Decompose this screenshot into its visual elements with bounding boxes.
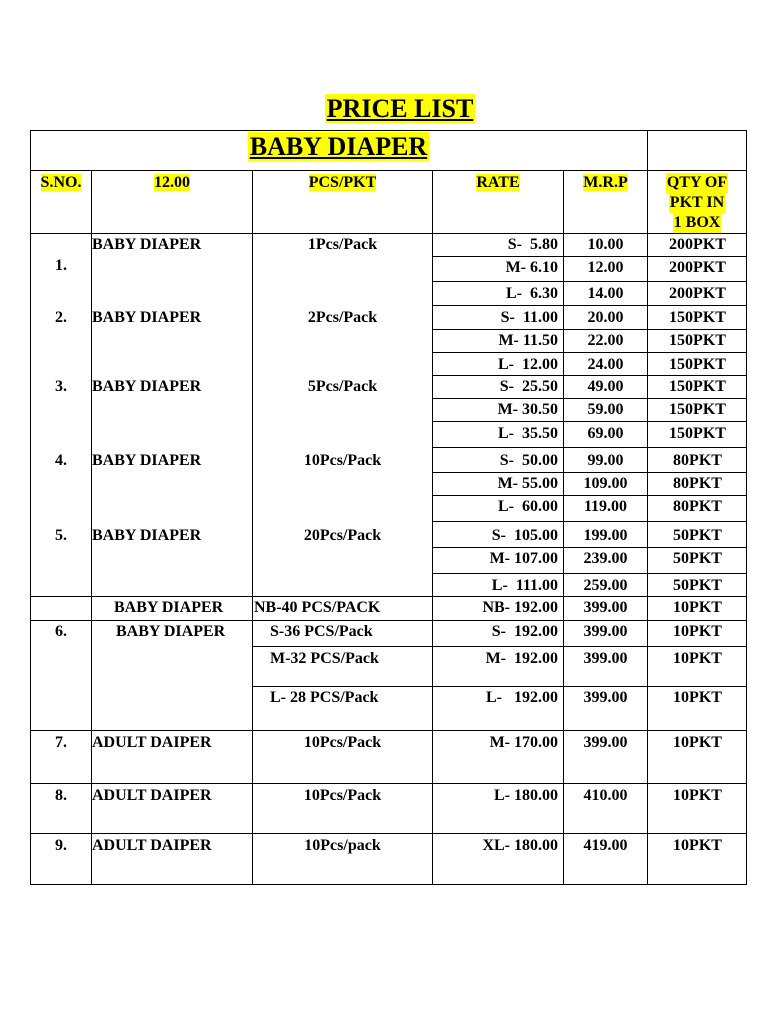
serial-number: 9. xyxy=(55,837,67,854)
pack-size: 10Pcs/Pack xyxy=(303,734,382,751)
header-rate: RATE xyxy=(476,174,520,191)
item-name: BABY DIAPER xyxy=(114,599,224,616)
qty-value: 10PKT xyxy=(673,623,722,640)
qty-value: 50PKT xyxy=(673,550,722,567)
qty-value: 10PKT xyxy=(673,837,722,854)
rate-value: L- 192.00 xyxy=(486,689,558,706)
item-name: BABY DIAPER xyxy=(116,623,226,640)
qty-value: 200PKT xyxy=(669,236,726,253)
qty-value: 80PKT xyxy=(673,475,722,492)
item-name: BABY DIAPER xyxy=(92,527,202,544)
pack-size: 10Pcs/Pack xyxy=(303,452,382,469)
rate-value: L- 12.00 xyxy=(498,356,558,373)
rate-value: S- 50.00 xyxy=(499,452,558,469)
table-grid-line xyxy=(30,620,747,621)
rate-value: S- 5.80 xyxy=(507,236,558,253)
table-grid-line xyxy=(432,305,747,306)
item-name: ADULT DAIPER xyxy=(92,734,212,751)
table-grid-line xyxy=(432,329,747,330)
qty-value: 10PKT xyxy=(673,599,722,616)
mrp-value: 399.00 xyxy=(583,650,628,667)
qty-value: 80PKT xyxy=(673,452,722,469)
mrp-value: 22.00 xyxy=(587,332,624,349)
table-grid-line xyxy=(432,447,747,448)
table-title: BABY DIAPER xyxy=(249,132,428,161)
qty-value: 50PKT xyxy=(673,577,722,594)
rate-value: XL- 180.00 xyxy=(482,837,558,854)
rate-value: L- 60.00 xyxy=(498,498,558,515)
mrp-value: 49.00 xyxy=(587,378,624,395)
qty-value: 10PKT xyxy=(673,787,722,804)
table-grid-line xyxy=(432,281,747,282)
table-grid-line xyxy=(30,783,747,784)
rate-value: M- 55.00 xyxy=(497,475,558,492)
qty-value: 150PKT xyxy=(669,378,726,395)
mrp-value: 12.00 xyxy=(587,259,624,276)
qty-value: 150PKT xyxy=(669,356,726,373)
table-grid-line xyxy=(432,256,747,257)
table-grid-line xyxy=(252,686,747,687)
mrp-value: 109.00 xyxy=(583,475,628,492)
table-grid-line xyxy=(432,547,747,548)
qty-value: 50PKT xyxy=(673,527,722,544)
qty-value: 80PKT xyxy=(673,498,722,515)
header-qty: QTY OF PKT IN 1 BOX xyxy=(666,174,728,231)
pack-size: L- 28 PCS/Pack xyxy=(270,689,379,706)
table-grid-line xyxy=(30,730,747,731)
table-grid-line xyxy=(432,398,747,399)
qty-value: 150PKT xyxy=(669,425,726,442)
pack-size: S-36 PCS/Pack xyxy=(270,623,373,640)
rate-value: L- 180.00 xyxy=(494,787,558,804)
serial-number: 4. xyxy=(55,452,67,469)
item-name: ADULT DAIPER xyxy=(92,787,212,804)
qty-value: 10PKT xyxy=(673,689,722,706)
rate-value: M- 170.00 xyxy=(489,734,558,751)
page-title: PRICE LIST xyxy=(326,94,474,123)
rate-value: L- 6.30 xyxy=(506,285,558,302)
rate-value: S- 192.00 xyxy=(491,623,558,640)
qty-value: 10PKT xyxy=(673,650,722,667)
header-item: 12.00 xyxy=(154,174,190,191)
pack-size: 5Pcs/Pack xyxy=(307,378,378,395)
header-sno: S.NO. xyxy=(40,174,82,191)
mrp-value: 399.00 xyxy=(583,599,628,616)
mrp-value: 69.00 xyxy=(587,425,624,442)
table-grid-line xyxy=(432,521,747,522)
rate-value: M- 107.00 xyxy=(489,550,558,567)
mrp-value: 410.00 xyxy=(583,787,628,804)
mrp-value: 259.00 xyxy=(583,577,628,594)
table-grid-line xyxy=(30,130,747,131)
table-grid-line xyxy=(432,375,747,376)
pack-size: 10Pcs/pack xyxy=(304,837,381,854)
mrp-value: 24.00 xyxy=(587,356,624,373)
table-grid-line xyxy=(252,646,747,647)
mrp-value: 199.00 xyxy=(583,527,628,544)
table-grid-line xyxy=(432,421,747,422)
rate-value: M- 30.50 xyxy=(497,401,558,418)
rate-value: S- 105.00 xyxy=(491,527,558,544)
qty-value: 200PKT xyxy=(669,259,726,276)
item-name: BABY DIAPER xyxy=(92,452,202,469)
serial-number: 5. xyxy=(55,527,67,544)
rate-value: S- 11.00 xyxy=(500,309,558,326)
qty-value: 150PKT xyxy=(669,309,726,326)
qty-value: 150PKT xyxy=(669,401,726,418)
serial-number: 2. xyxy=(55,309,67,326)
table-grid-line xyxy=(30,170,747,171)
rate-value: L- 35.50 xyxy=(498,425,558,442)
table-grid-line xyxy=(30,233,747,234)
table-grid-line xyxy=(647,130,648,884)
mrp-value: 419.00 xyxy=(583,837,628,854)
table-grid-line xyxy=(563,170,564,884)
table-grid-line xyxy=(432,352,747,353)
rate-value: M- 6.10 xyxy=(505,259,558,276)
table-grid-line xyxy=(252,170,253,884)
serial-number: 6. xyxy=(55,623,67,640)
mrp-value: 239.00 xyxy=(583,550,628,567)
qty-value: 200PKT xyxy=(669,285,726,302)
mrp-value: 10.00 xyxy=(587,236,624,253)
table-grid-line xyxy=(432,495,747,496)
item-name: BABY DIAPER xyxy=(92,236,202,253)
mrp-value: 59.00 xyxy=(587,401,624,418)
table-grid-line xyxy=(432,170,433,884)
pack-size: 2Pcs/Pack xyxy=(307,309,378,326)
item-name: ADULT DAIPER xyxy=(92,837,212,854)
rate-value: S- 25.50 xyxy=(499,378,558,395)
table-grid-line xyxy=(30,833,747,834)
mrp-value: 119.00 xyxy=(583,498,628,515)
rate-value: L- 111.00 xyxy=(491,577,558,594)
pack-size: 10Pcs/Pack xyxy=(303,787,382,804)
serial-number: 1. xyxy=(55,257,67,274)
pack-size: 20Pcs/Pack xyxy=(303,527,382,544)
table-grid-line xyxy=(30,130,31,884)
header-mrp: M.R.P xyxy=(583,174,628,191)
item-name: BABY DIAPER xyxy=(92,309,202,326)
table-grid-line xyxy=(30,884,747,885)
rate-value: M- 192.00 xyxy=(485,650,558,667)
rate-value: M- 11.50 xyxy=(498,332,558,349)
mrp-value: 399.00 xyxy=(583,734,628,751)
serial-number: 7. xyxy=(55,734,67,751)
mrp-value: 399.00 xyxy=(583,689,628,706)
qty-value: 10PKT xyxy=(673,734,722,751)
serial-number: 8. xyxy=(55,787,67,804)
table-grid-line xyxy=(432,472,747,473)
pack-size: M-32 PCS/Pack xyxy=(270,650,379,667)
header-pcs: PCS/PKT xyxy=(308,174,377,191)
table-grid-line xyxy=(30,596,747,597)
serial-number: 3. xyxy=(55,378,67,395)
table-grid-line xyxy=(746,130,747,884)
mrp-value: 14.00 xyxy=(587,285,624,302)
mrp-value: 99.00 xyxy=(587,452,624,469)
table-grid-line xyxy=(432,573,747,574)
mrp-value: 399.00 xyxy=(583,623,628,640)
mrp-value: 20.00 xyxy=(587,309,624,326)
qty-value: 150PKT xyxy=(669,332,726,349)
rate-value: NB- 192.00 xyxy=(482,599,558,616)
item-name: BABY DIAPER xyxy=(92,378,202,395)
pack-size: NB-40 PCS/PACK xyxy=(254,599,381,616)
pack-size: 1Pcs/Pack xyxy=(307,236,378,253)
